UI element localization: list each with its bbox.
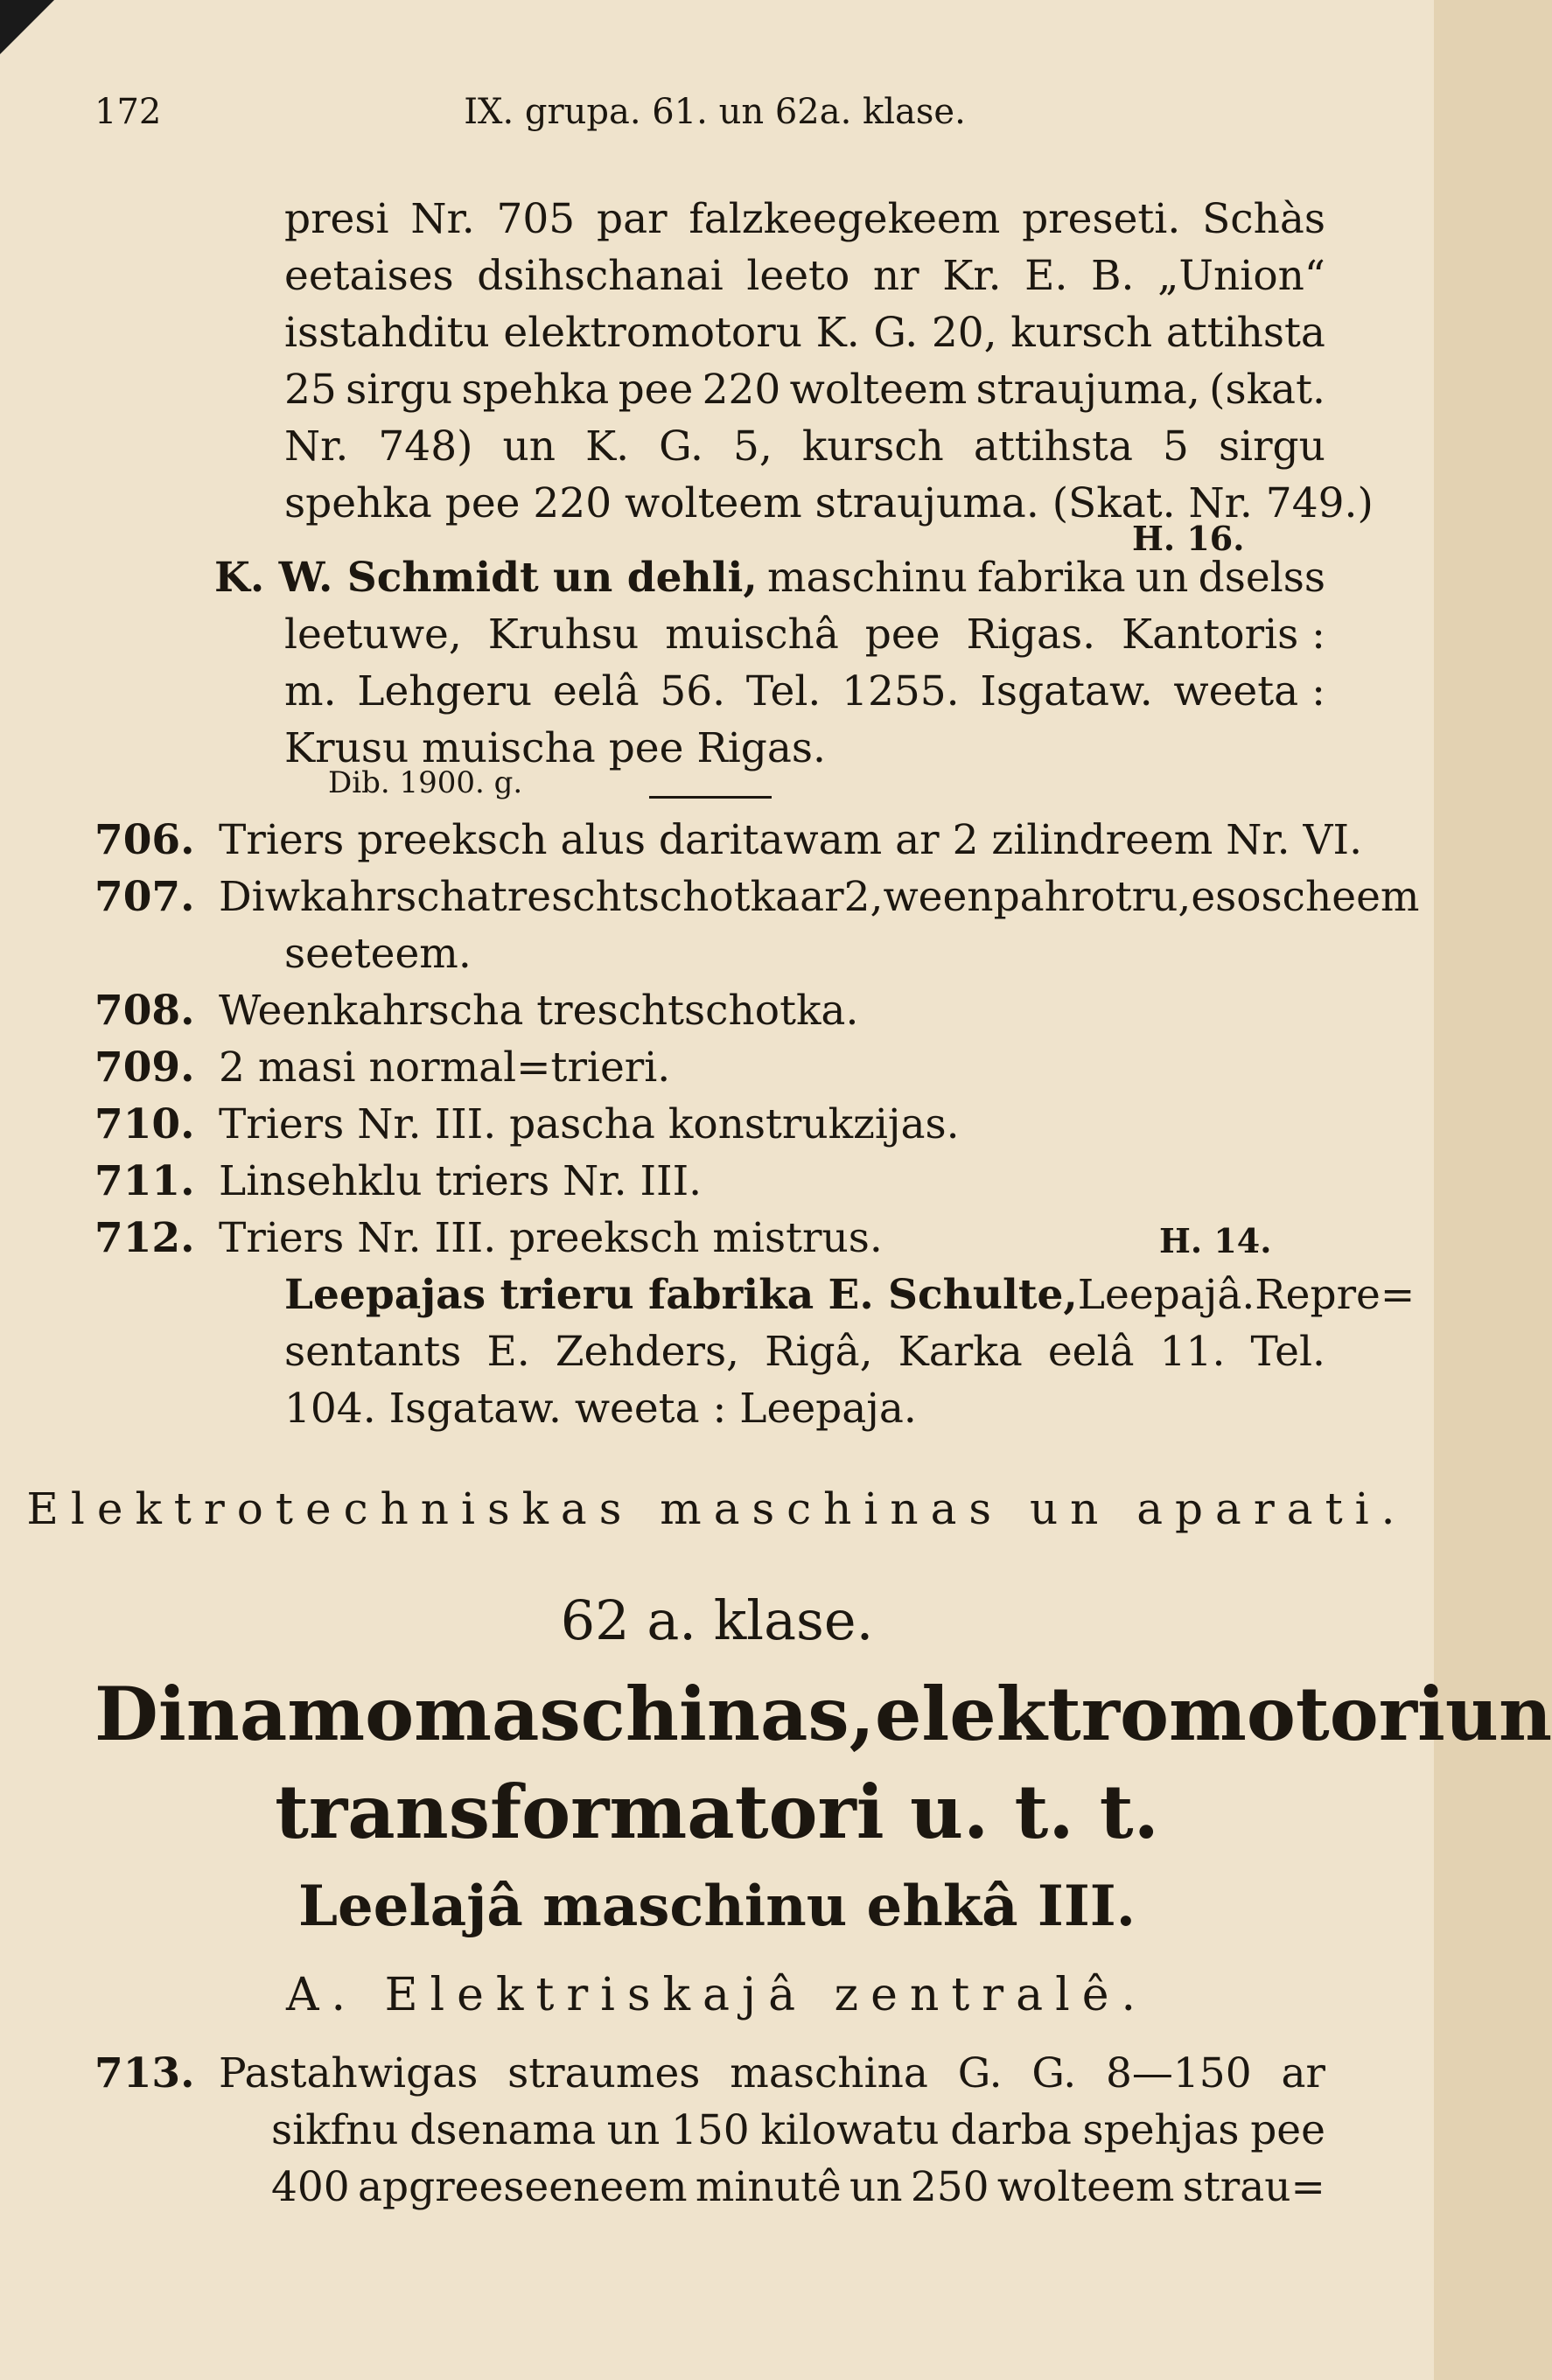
item-text: Triers Nr. III. pascha konstrukzijas. bbox=[219, 1100, 960, 1148]
text-line: 104. Isgataw. weeta : Leepaja. bbox=[284, 1385, 917, 1433]
word: G. bbox=[957, 2049, 1003, 2097]
page-number: 172 bbox=[94, 92, 162, 132]
main-heading-line bbox=[94, 1671, 1552, 1757]
word: Schàs bbox=[1202, 195, 1325, 243]
word: straujuma, bbox=[975, 366, 1200, 414]
word: Kr. bbox=[942, 252, 1002, 300]
word: falzkeegekeem bbox=[689, 195, 1001, 243]
word: wolteem bbox=[996, 2163, 1175, 2211]
word: Leepajâ. bbox=[1077, 1271, 1255, 1319]
word: maschina bbox=[730, 2049, 928, 2097]
firm-name: Leepajas trieru fabrika E. Schulte, bbox=[284, 1271, 1078, 1319]
word: Zehders, bbox=[555, 1328, 739, 1376]
word: G. bbox=[873, 309, 919, 357]
word: sirgu bbox=[346, 366, 453, 414]
word: esoscheem bbox=[1191, 873, 1420, 921]
word: Nr. bbox=[284, 422, 349, 471]
word: un bbox=[849, 2163, 903, 2211]
item-text: Weenkahrscha treschtschotka. bbox=[219, 987, 859, 1035]
word: preseti. bbox=[1022, 195, 1181, 243]
word: sikfnu bbox=[271, 2106, 399, 2154]
word: ween bbox=[883, 873, 994, 921]
word: Nr. bbox=[410, 195, 475, 243]
mark-h16: H. 16. bbox=[1132, 519, 1245, 558]
text-line: spehka pee 220 wolteem straujuma. (Skat. Nr. 749.) bbox=[284, 479, 1374, 527]
text-line bbox=[284, 667, 1325, 715]
text-line bbox=[284, 309, 1325, 357]
word: otru, bbox=[1090, 873, 1192, 921]
word: 5, bbox=[733, 422, 773, 471]
word: Kruhsu bbox=[487, 611, 640, 659]
word: elektromotori bbox=[874, 1671, 1445, 1757]
word: G. bbox=[659, 422, 703, 471]
word: spehka bbox=[461, 366, 610, 414]
word: darba bbox=[950, 2106, 1072, 2154]
item-text: Triers Nr. III. preeksch mistrus. bbox=[219, 1214, 883, 1262]
word: 150 bbox=[670, 2106, 750, 2154]
word: 2, bbox=[843, 873, 884, 921]
word: 220 bbox=[702, 366, 781, 414]
word: apgreeseeneem bbox=[358, 2163, 688, 2211]
word: Isgataw. bbox=[980, 667, 1153, 715]
word: 8—150 bbox=[1106, 2049, 1252, 2097]
subheading: Leelajâ maschinu ehkâ III. bbox=[298, 1874, 1136, 1939]
word: eelâ bbox=[552, 667, 640, 715]
word: maschinu bbox=[766, 554, 968, 602]
word: un bbox=[606, 2106, 661, 2154]
word: nr bbox=[872, 252, 919, 300]
word: dsihschanai bbox=[477, 252, 724, 300]
item-text: Linsehklu triers Nr. III. bbox=[219, 1157, 703, 1205]
text-line: Krusu muischa pee Rigas. bbox=[284, 724, 826, 772]
word: (skat. bbox=[1209, 366, 1325, 414]
item-number: 709. bbox=[94, 1043, 195, 1092]
text-line bbox=[284, 611, 1325, 659]
divider bbox=[649, 796, 772, 799]
word: wolteem bbox=[789, 366, 968, 414]
item-number: 711. bbox=[94, 1157, 195, 1205]
main-heading-line: transformatori u. t. t. bbox=[275, 1769, 1159, 1855]
word: pahr bbox=[993, 873, 1091, 921]
word: minutê bbox=[695, 2163, 842, 2211]
word: par bbox=[597, 195, 668, 243]
word: un bbox=[1444, 1671, 1552, 1757]
word: 1255. bbox=[842, 667, 960, 715]
word: dsenama bbox=[409, 2106, 597, 2154]
item-number: 712. bbox=[94, 1214, 195, 1262]
word: eetaises bbox=[284, 252, 454, 300]
item-number: 706. bbox=[94, 816, 195, 864]
word: 250 bbox=[910, 2163, 989, 2211]
text-line bbox=[284, 1328, 1325, 1376]
word: 25 bbox=[284, 366, 337, 414]
word: Rigas. bbox=[966, 611, 1096, 659]
word: presi bbox=[284, 195, 389, 243]
firm-name: K. W. Schmidt un dehli, bbox=[214, 554, 758, 602]
item-number: 713. bbox=[94, 2049, 195, 2097]
subsection-title: A. Elektriskajâ zentralê. bbox=[285, 1969, 1149, 2021]
word: m. bbox=[284, 667, 337, 715]
word: Rigâ, bbox=[765, 1328, 873, 1376]
word: G. bbox=[1031, 2049, 1077, 2097]
word: weeta : bbox=[1173, 667, 1325, 715]
word: „Union“ bbox=[1157, 252, 1325, 300]
item-text bbox=[271, 2163, 1325, 2211]
text-line bbox=[284, 422, 1325, 471]
text-line bbox=[284, 195, 1325, 243]
text-line bbox=[284, 1271, 1416, 1319]
word: pee bbox=[864, 611, 940, 659]
item-text-cont: seeteem. bbox=[284, 930, 472, 978]
word: 56. bbox=[660, 667, 726, 715]
word: Tel. bbox=[1250, 1328, 1325, 1376]
item-text: 2 masi normal=trieri. bbox=[219, 1043, 671, 1092]
item-text bbox=[219, 873, 1420, 921]
word: E. bbox=[1024, 252, 1068, 300]
word: pee bbox=[1250, 2106, 1325, 2154]
running-title: IX. grupa. 61. un 62a. klase. bbox=[464, 92, 966, 132]
section-title: Elektrotechniskas maschinas un aparati. bbox=[26, 1483, 1408, 1534]
word: ar bbox=[1281, 2049, 1325, 2097]
word: un bbox=[1135, 554, 1189, 602]
award-note: Dib. 1900. g. bbox=[328, 765, 523, 800]
word: 5 bbox=[1163, 422, 1189, 471]
word: attihsta bbox=[973, 422, 1133, 471]
word: attihsta bbox=[1165, 309, 1325, 357]
word: B. bbox=[1090, 252, 1135, 300]
word: 705 bbox=[496, 195, 576, 243]
item-text bbox=[271, 2106, 1325, 2154]
word: 400 bbox=[271, 2163, 350, 2211]
word: fabrika bbox=[977, 554, 1126, 602]
item-number: 710. bbox=[94, 1100, 195, 1148]
word: 748) bbox=[378, 422, 473, 471]
word: eelâ bbox=[1047, 1328, 1135, 1376]
mark-h14: H. 14. bbox=[1159, 1221, 1272, 1260]
word: K. bbox=[585, 422, 630, 471]
word: Lehgeru bbox=[357, 667, 533, 715]
word: 11. bbox=[1159, 1328, 1226, 1376]
word: sentants bbox=[284, 1328, 462, 1376]
word: isstahditu bbox=[284, 309, 490, 357]
word: straumes bbox=[507, 2049, 701, 2097]
word: Kantoris : bbox=[1122, 611, 1325, 659]
word: kursch bbox=[801, 422, 944, 471]
word: 20, bbox=[931, 309, 997, 357]
word: kursch bbox=[1010, 309, 1153, 357]
item-number: 708. bbox=[94, 987, 195, 1035]
word: sirgu bbox=[1218, 422, 1325, 471]
word: Karka bbox=[898, 1328, 1023, 1376]
word: Pastahwigas bbox=[219, 2049, 479, 2097]
word: dselss bbox=[1198, 554, 1325, 602]
word: muischâ bbox=[665, 611, 839, 659]
word: Dinamomaschinas, bbox=[94, 1671, 875, 1757]
word: spehjas bbox=[1082, 2106, 1240, 2154]
item-text bbox=[219, 2049, 1325, 2097]
item-text: Triers preeksch alus daritawam ar 2 zilindreem Nr. VI. bbox=[219, 816, 1363, 864]
word: pee bbox=[618, 366, 694, 414]
word: elektromotoru bbox=[503, 309, 802, 357]
word: ar bbox=[800, 873, 844, 921]
word: E. bbox=[486, 1328, 530, 1376]
text-line bbox=[284, 252, 1325, 300]
word: kilowatu bbox=[760, 2106, 940, 2154]
word: un bbox=[502, 422, 556, 471]
class-label: 62 a. klase. bbox=[560, 1588, 874, 1652]
word: Tel. bbox=[745, 667, 821, 715]
text-line bbox=[214, 554, 1325, 602]
word: K. bbox=[815, 309, 860, 357]
word: strau= bbox=[1182, 2163, 1325, 2211]
item-number: 707. bbox=[94, 873, 195, 921]
word: Repre= bbox=[1255, 1271, 1416, 1319]
word: treschtschotka bbox=[490, 873, 800, 921]
text-line bbox=[284, 366, 1325, 414]
word: leetuwe, bbox=[284, 611, 462, 659]
word: Diwkahrscha bbox=[219, 873, 491, 921]
word: leeto bbox=[746, 252, 850, 300]
